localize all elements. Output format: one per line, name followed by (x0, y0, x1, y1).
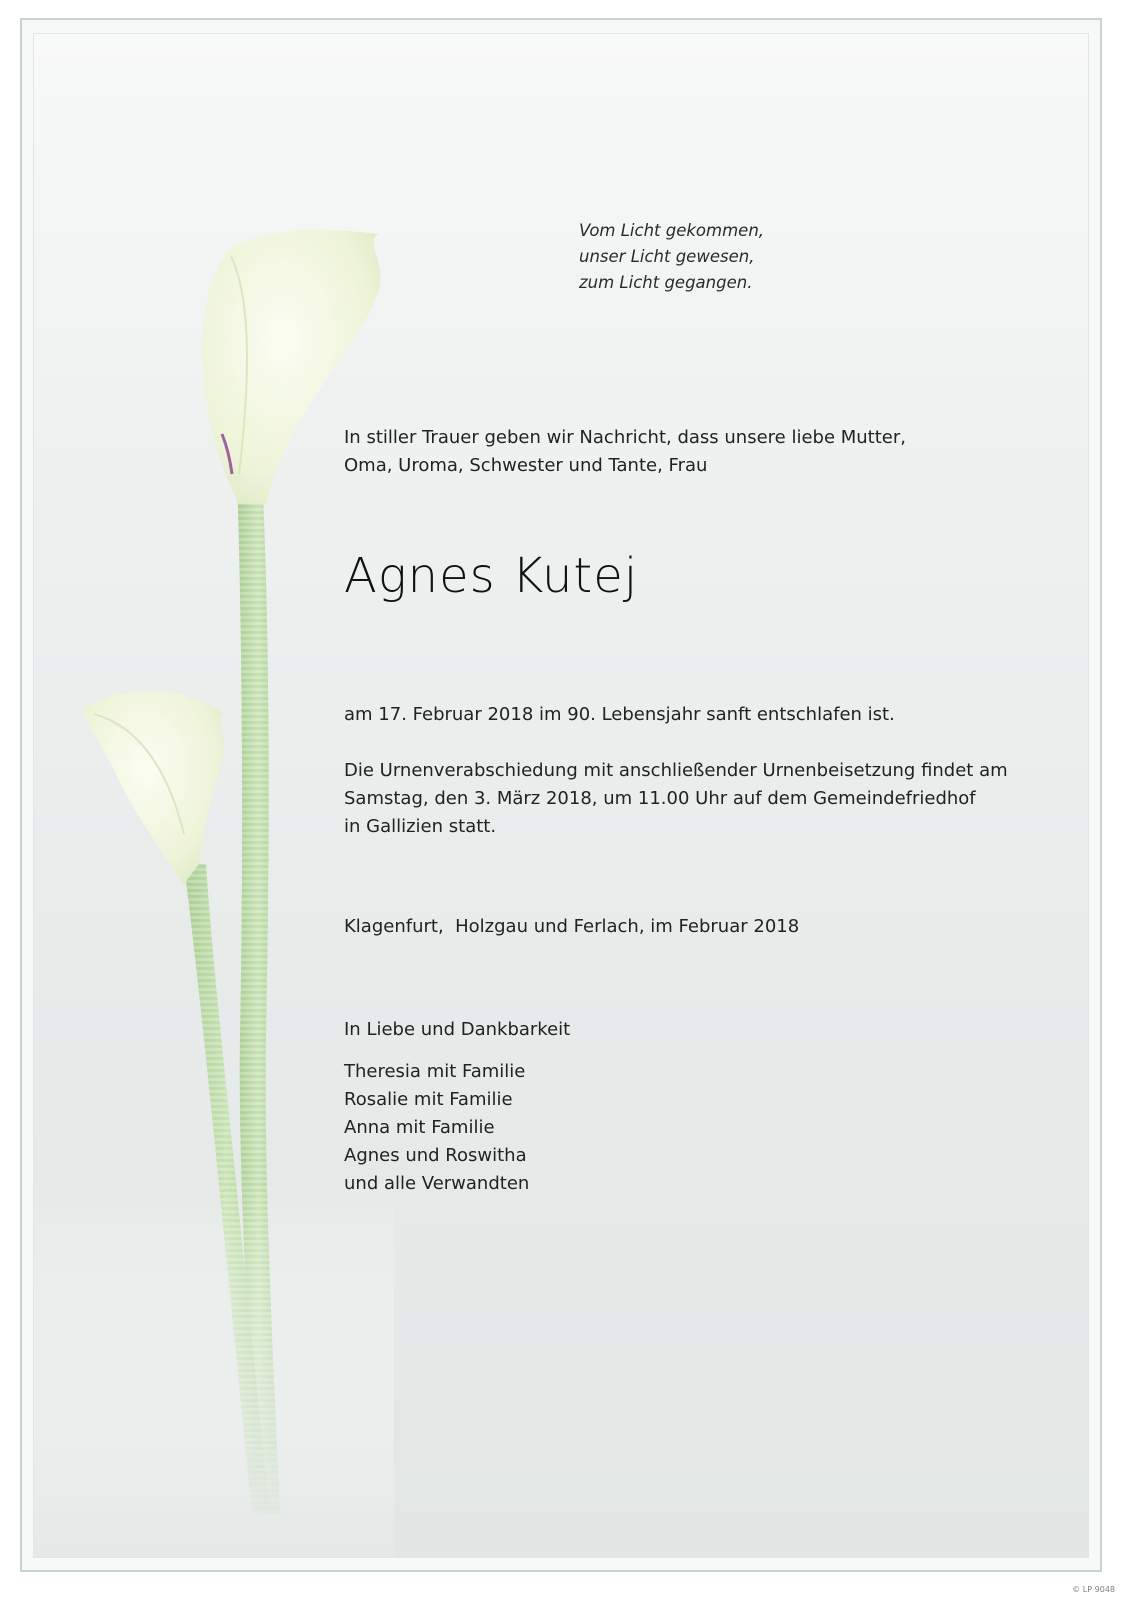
signer: Theresia mit Familie (344, 1061, 526, 1082)
obituary-card (33, 33, 1089, 1558)
calla-lily-illustration (34, 34, 394, 1558)
motto-verse (579, 218, 764, 296)
signer: Agnes und Roswitha (344, 1145, 527, 1166)
ceremony-line: Samstag, den 3. März 2018, um 11.00 Uhr auf dem Gemeindefriedhof (344, 788, 976, 809)
motto-line: Vom Licht gekommen, (579, 221, 765, 240)
place-date: Klagenfurt, Holzgau und Ferlach, im Februar 2018 (344, 916, 800, 937)
death-notice: am 17. Februar 2018 im 90. Lebensjahr sanft entschlafen ist. (344, 704, 895, 725)
intro-line: In stiller Trauer geben wir Nachricht, dass unsere liebe Mutter, (344, 427, 906, 448)
ceremony-line: in Gallizien statt. (344, 816, 497, 837)
signer: und alle Verwandten (344, 1173, 530, 1194)
imprint: © LP 9048 (1072, 1585, 1115, 1594)
deceased-name: Agnes Kutej (344, 548, 639, 604)
ceremony-paragraph (344, 757, 1008, 841)
motto-line: zum Licht gegangen. (579, 273, 753, 292)
dedication: In Liebe und Dankbarkeit (344, 1019, 571, 1040)
ceremony-line: Die Urnenverabschiedung mit anschließender Urnenbeisetzung findet am (344, 760, 1008, 781)
signers-list (344, 1058, 529, 1198)
intro-line: Oma, Uroma, Schwester und Tante, Frau (344, 455, 708, 476)
motto-line: unser Licht gewesen, (579, 247, 755, 266)
intro-paragraph (344, 424, 906, 480)
signer: Rosalie mit Familie (344, 1089, 513, 1110)
signer: Anna mit Familie (344, 1117, 495, 1138)
